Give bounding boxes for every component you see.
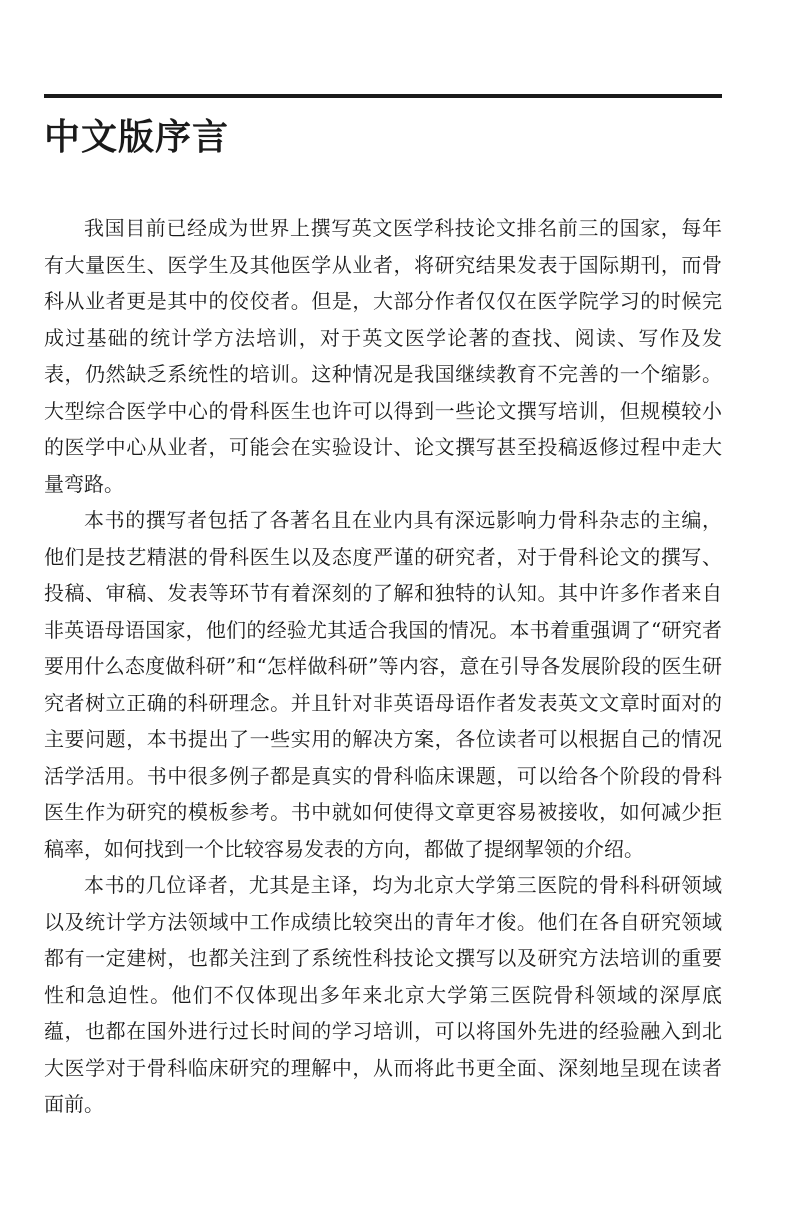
paragraph-3: 本书的几位译者，尤其是主译，均为北京大学第三医院的骨科科研领域以及统计学方法领域中工作成绩比较突出的青年才俊。他们在各自研究领域都有一定建树，也都关注到了系统性科技论文撰写以及研究方法培训的重要性和急迫性。他们不仅体现出多年来北京大学第三医院骨科领域的深厚底蕴，也都在国外进行过长时间的学习培训，可以将国外先进的经验融入到北大医学对于骨科临床研究的理解中，从而将此书更全面、深刻地呈现在读者面前。: [44, 873, 722, 1116]
paragraph-2: 本书的撰写者包括了各著名且在业内具有深远影响力骨科杂志的主编，他们是技艺精湛的骨科医生以及态度严谨的研究者，对于骨科论文的撰写、投稿、审稿、发表等环节有着深刻的了解和独特的认知。其中许多作者来自非英语母语国家，他们的经验尤其适合我国的情况。本书着重强调了“研究者要用什么态度做科研”和“怎样做科研”等内容，意在引导各发展阶段的医生研究者树立正确的科研理念。并且针对非英语母语作者发表英文文章时面对的主要问题，本书提出了一些实用的解决方案，各位读者可以根据自己的情况活学活用。书中很多例子都是真实的骨科临床课题，可以给各个阶段的骨科医生作为研究的模板参考。书中就如何使得文章更容易被接收，如何减少拒稿率，如何找到一个比较容易发表的方向，都做了提纲挈领的介绍。: [44, 508, 722, 861]
body-text: [44, 210, 722, 1123]
chapter-title: 中文版序言: [44, 117, 230, 158]
header-rule: [44, 94, 722, 98]
paragraph-1: 我国目前已经成为世界上撰写英文医学科技论文排名前三的国家，每年有大量医生、医学生及其他医学从业者，将研究结果发表于国际期刊，而骨科从业者更是其中的佼佼者。但是，大部分作者仅仅在医学院学习的时候完成过基础的统计学方法培训，对于英文医学论著的查找、阅读、写作及发表，仍然缺乏系统性的培训。这种情况是我国继续教育不完善的一个缩影。大型综合医学中心的骨科医生也许可以得到一些论文撰写培训，但规模较小的医学中心从业者，可能会在实验设计、论文撰写甚至投稿返修过程中走大量弯路。: [44, 216, 722, 496]
